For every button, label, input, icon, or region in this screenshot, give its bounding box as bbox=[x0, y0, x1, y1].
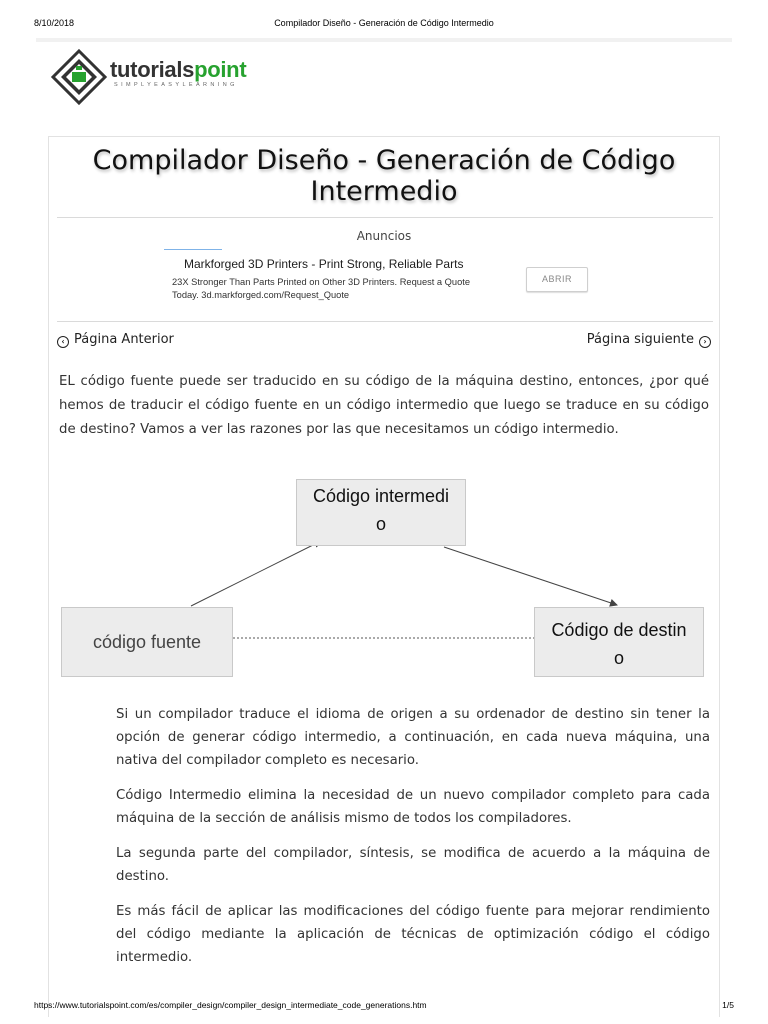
list-item: Si un compilador traduce el idioma de origen a su ordenador de destino sin tener la opción de generar código intermedio, a continuación, en cada nueva máquina, una nativa del compilador completo es necesario. bbox=[116, 707, 710, 768]
arrow-left-circle-icon: ‹ bbox=[57, 336, 69, 348]
logo-tagline: SIMPLYEASYLEARNING bbox=[114, 82, 238, 88]
next-page-label: Página siguiente bbox=[586, 332, 694, 347]
logo-brand-b: point bbox=[194, 57, 247, 82]
list-item: Código Intermedio elimina la necesidad de un nuevo compilador completo para cada máquina de la sección de análisis mismo de todos los compiladores. bbox=[116, 788, 710, 826]
footer-url: https://www.tutorialspoint.com/es/compiler_design/compiler_design_intermediate_code_generations.htm bbox=[34, 1000, 427, 1010]
ads-label: Anuncios bbox=[356, 229, 412, 243]
ad-open-button[interactable]: ABRIR bbox=[526, 267, 588, 292]
intermediate-line1: Código intermedi bbox=[312, 486, 450, 506]
ad-desc-line1: 23X Stronger Than Parts Printed on Other 3D Printers. Request a Quote bbox=[172, 277, 471, 287]
tutorialspoint-logo-icon bbox=[50, 48, 108, 106]
reasons-list bbox=[116, 703, 710, 981]
intermediate-code-box bbox=[296, 479, 466, 546]
print-date: 8/10/2018 bbox=[34, 18, 75, 28]
print-header bbox=[34, 18, 734, 30]
arrow-right-circle-icon: › bbox=[699, 336, 711, 348]
ad-desc-line2: Today. 3d.markforged.com/Request_Quote bbox=[172, 290, 350, 300]
title-divider bbox=[57, 217, 713, 218]
prev-page-link[interactable] bbox=[57, 332, 174, 348]
intermediate-line2: o bbox=[375, 514, 386, 534]
intermediate-code-diagram bbox=[59, 479, 709, 694]
intro-paragraph: EL código fuente puede ser traducido en su código de la máquina destino, entonces, ¿por qué hemos de traducir el código fuente en un código intermedio que luego se traduce en su código de destino? Vamos a ver las razones por las que necesitamos un código intermedio. bbox=[59, 374, 709, 437]
prev-page-label: Página Anterior bbox=[74, 332, 174, 347]
target-code-box bbox=[534, 607, 704, 677]
target-line2: o bbox=[613, 648, 624, 668]
list-item: La segunda parte del compilador, síntesis, se modifica de acuerdo a la máquina de destino. bbox=[116, 846, 710, 884]
logo-brand bbox=[110, 57, 246, 83]
content-panel bbox=[48, 136, 720, 1017]
print-title: Compilador Diseño - Generación de Código Intermedio bbox=[274, 18, 494, 28]
ads-divider bbox=[57, 321, 713, 322]
ad-title[interactable]: Markforged 3D Printers - Print Strong, Reliable Parts bbox=[184, 257, 464, 271]
next-page-link[interactable] bbox=[587, 332, 711, 348]
target-line1: Código de destin bbox=[551, 620, 687, 640]
logo-brand-a: tutorials bbox=[110, 57, 195, 82]
ad-accent-line bbox=[164, 249, 222, 250]
list-item: Es más fácil de aplicar las modificaciones del código fuente para mejorar rendimiento del código mediante la aplicación de técnicas de optimización código el código intermedio. bbox=[116, 904, 710, 965]
page-title: Compilador Diseño - Generación de Código Intermedio bbox=[92, 145, 676, 207]
arrow-source-to-intermediate bbox=[191, 541, 321, 606]
arrow-intermediate-to-target bbox=[444, 547, 617, 605]
source-code-box: código fuente bbox=[61, 607, 233, 677]
ad-description bbox=[172, 276, 517, 302]
header-bar bbox=[36, 38, 732, 42]
site-logo[interactable] bbox=[50, 48, 280, 106]
footer-page-number: 1/5 bbox=[722, 1000, 734, 1010]
